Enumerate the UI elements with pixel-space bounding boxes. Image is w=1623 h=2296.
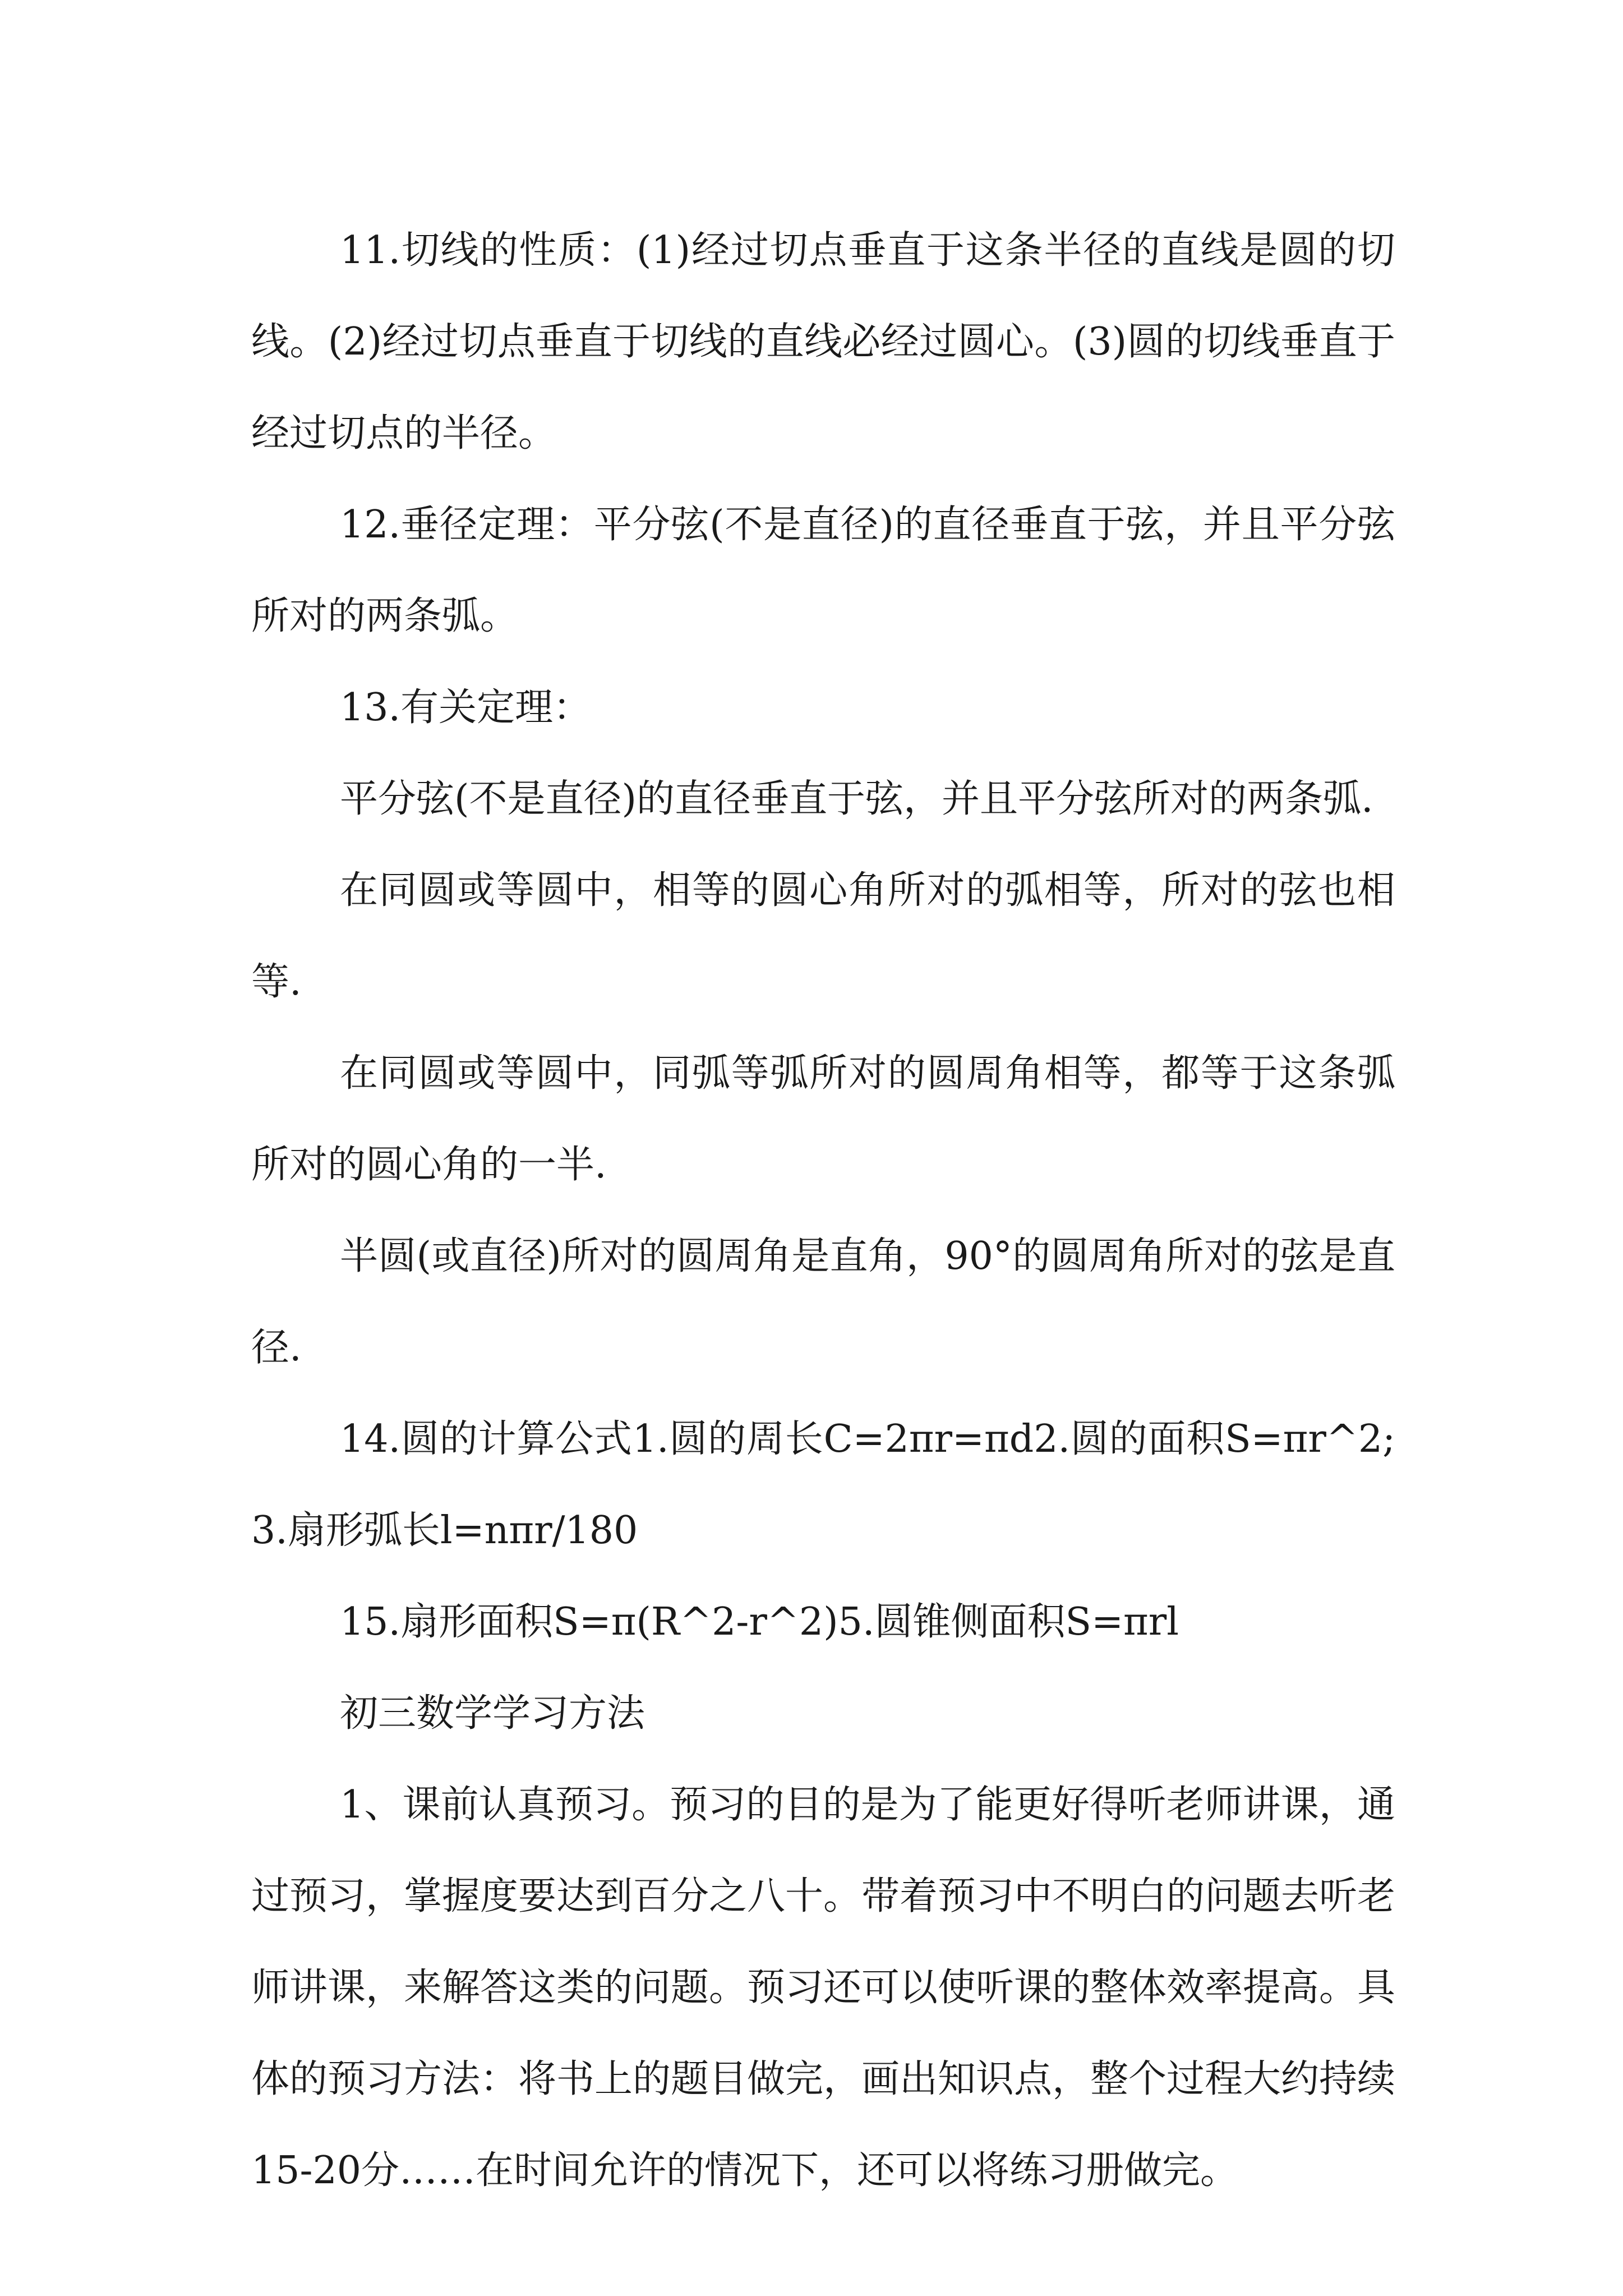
section-title-study-methods: 初三数学学习方法 xyxy=(340,1691,645,1736)
paragraph-preview-method: 1、课前认真预习。预习的目的是为了能更好得听老师讲课，通过预习，掌握度要达到百分之八十。带着预习中不明白的问题去听老师讲课，来解答这类的问题。预习还可以使听课的整体效率提高。具体的预习方法：将书上的题目做完，画出知识点，整个过程大约持续15-20分……在时间允许的情况下，还可以将练习册做完。 xyxy=(251,1783,1396,2193)
paragraph-theorem-central-angles: 在同圆或等圆中，相等的圆心角所对的弧相等，所对的弦也相等. xyxy=(251,868,1395,1004)
paragraph-theorem-inscribed-angles: 在同圆或等圆中，同弧等弧所对的圆周角相等，都等于这条弧所对的圆心角的一半. xyxy=(251,1051,1395,1187)
paragraph-theorem-semicircle: 半圆(或直径)所对的圆周角是直角，90°的圆周角所对的弦是直径. xyxy=(251,1234,1395,1370)
document-body xyxy=(251,205,1395,2216)
paragraph-circle-formulas: 14.圆的计算公式1.圆的周长C=2πr=πd2.圆的面积S=πr^2;3.扇形弧长l=nπr/180 xyxy=(251,1417,1395,1553)
paragraph-related-theorems-heading: 13.有关定理： xyxy=(340,685,592,730)
paragraph-perpendicular-diameter-theorem: 12.垂径定理：平分弦(不是直径)的直径垂直于弦，并且平分弦所对的两条弧。 xyxy=(251,503,1395,638)
paragraph-tangent-properties: 11.切线的性质：(1)经过切点垂直于这条半径的直线是圆的切线。(2)经过切点垂直于切线的直线必经过圆心。(3)圆的切线垂直于经过切点的半径。 xyxy=(251,228,1395,455)
paragraph-sector-cone-formulas: 15.扇形面积S=π(R^2-r^2)5.圆锥侧面积S=πrl xyxy=(340,1600,1179,1644)
paragraph-theorem-chord-bisector: 平分弦(不是直径)的直径垂直于弦，并且平分弦所对的两条弧. xyxy=(340,777,1373,821)
